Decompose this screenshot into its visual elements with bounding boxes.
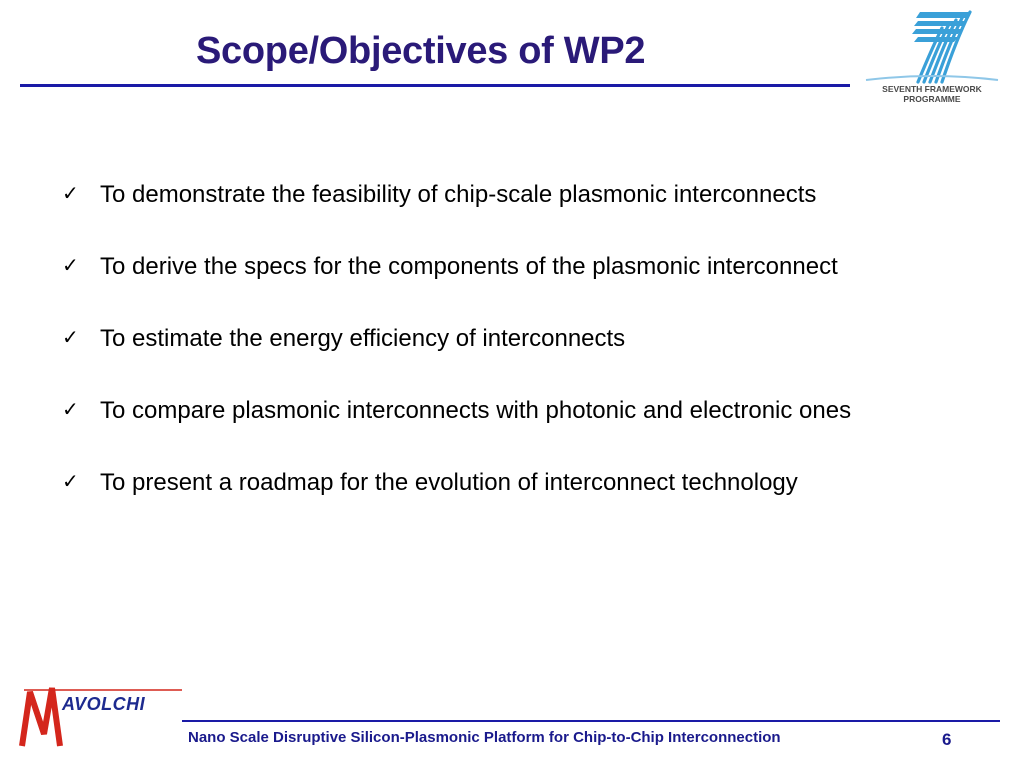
page-number: 6 [942,730,952,749]
check-icon: ✓ [62,183,79,205]
footer-divider [182,720,1000,722]
slide-title: Scope/Objectives of WP2 [196,30,646,72]
title-divider [20,84,850,87]
objective-text: To demonstrate the feasibility of chip-scale plasmonic interconnects [100,181,817,208]
check-icon: ✓ [62,255,79,277]
objective-text: To estimate the energy efficiency of interconnects [100,325,626,352]
objective-item-3 [62,322,851,394]
check-icon: ✓ [62,471,79,493]
objective-text: To compare plasmonic interconnects with photonic and electronic ones [100,397,852,424]
objectives-list [62,178,851,538]
check-icon: ✓ [62,399,79,421]
objective-text: To present a roadmap for the evolution of interconnect technology [100,469,798,496]
objective-item-1 [62,178,851,250]
fp7-caption-line2: PROGRAMME [903,94,961,104]
navolchi-wordmark: AVOLCHI [62,694,146,714]
objective-text: To derive the specs for the components of the plasmonic interconnect [100,253,838,280]
fp7-caption [862,84,1002,104]
fp7-caption-line1: SEVENTH FRAMEWORK [882,84,982,94]
objective-item-5 [62,466,851,538]
objective-item-2 [62,250,851,322]
check-icon: ✓ [62,327,79,349]
fp7-seven-icon [862,10,1002,90]
footer-project-title: Nano Scale Disruptive Silicon-Plasmonic Platform for Chip-to-Chip Interconnection [188,729,781,746]
fp7-logo [862,10,1002,110]
navolchi-logo [14,684,184,750]
objective-item-4 [62,394,851,466]
